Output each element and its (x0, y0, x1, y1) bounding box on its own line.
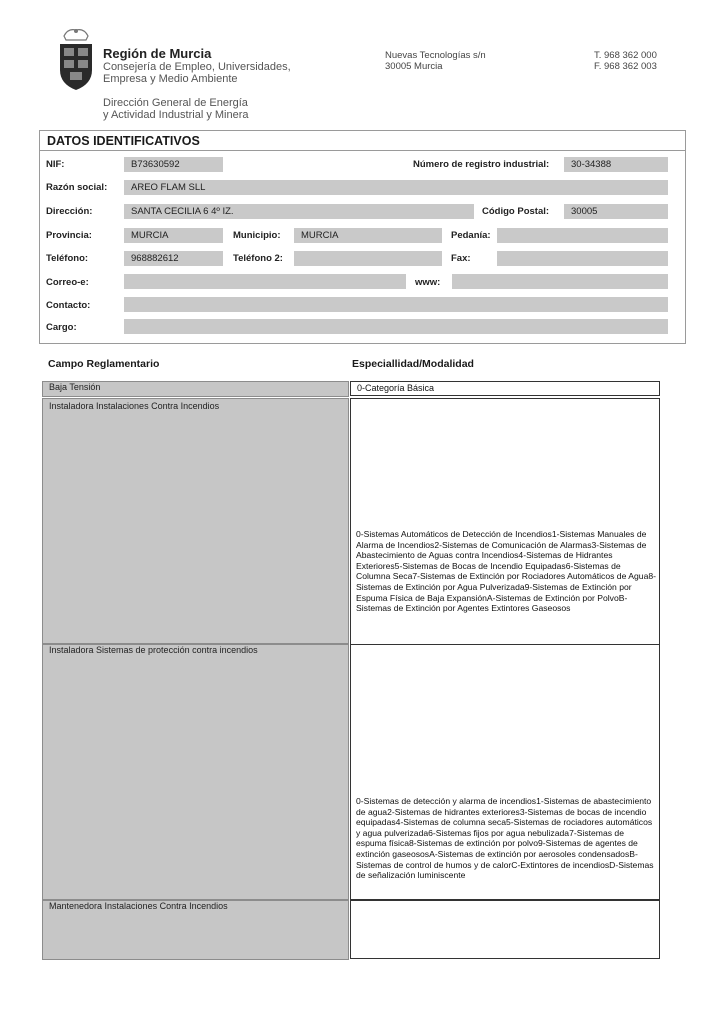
provincia-label: Provincia: (46, 230, 92, 241)
address-line-1: Nuevas Tecnologías s/n (385, 50, 486, 61)
provincia-field[interactable]: MURCIA (124, 228, 223, 243)
registro-label: Número de registro industrial: (413, 159, 550, 170)
nif-label: NIF: (46, 159, 65, 170)
especialidad-cell: 0-Sistemas de detección y alarma de incendios1-Sistemas de abastecimiento de agua2-Sistemas de hidrantes exteriores3-Sistemas de bocas de incendio equipadas4-Sistemas de columna seca5-Sistemas de rociadores automáticos y agua pulverizada6-Sistemas fijos por agua nebulizada7-Sistemas de espuma física8-Sistemas de extinción por polvo9-Sistemas de agentes de extinción gaseososA-Sistemas de extinción por aerosoles condensadosB-Sistemas de control de humos y de calorC-Extintores de incendiosD-Sistemas de señalización luminiscente (356, 796, 654, 881)
table-row-especialidad (350, 900, 660, 959)
datos-title: DATOS IDENTIFICATIVOS (47, 134, 200, 148)
especialidad-column-header: Especiallidad/Modalidad (352, 358, 474, 370)
table-row-campo (42, 644, 349, 900)
direccion-label: Dirección: (46, 206, 93, 217)
campo-cell: Baja Tensión (49, 382, 101, 392)
correo-label: Correo-e: (46, 277, 89, 288)
correo-field[interactable] (124, 274, 406, 289)
telefono-field[interactable]: 968882612 (124, 251, 223, 266)
direccion-field[interactable]: SANTA CECILIA 6 4º IZ. (124, 204, 474, 219)
cp-field[interactable]: 30005 (564, 204, 668, 219)
region-crest-logo (56, 26, 96, 92)
razon-field[interactable]: AREO FLAM SLL (124, 180, 668, 195)
campo-cell: Instaladora Instalaciones Contra Incendios (49, 401, 220, 411)
razon-label: Razón social: (46, 182, 108, 193)
cp-label: Código Postal: (482, 206, 550, 217)
especialidad-cell: 0-Sistemas Automáticos de Detección de Incendios1-Sistemas Manuales de Alarma de Incendios2-Sistemas de Comunicación de Alarmas3-Sistemas de Abastecimiento de Aguas contra Incendios4-Sistemas de Hidrantes Exteriores5-Sistemas de Bocas de Incendio Equipadas6-Sistemas de Columna Seca7-Sistemas de Extinción por Rociadores Automáticos de Agua8-Sistemas de Extinción por Agua Pulverizada9-Sistemas de Extinción por Espuma Física de Baja ExpansiónA-Sistemas de Extinción por PolvoB-Sistemas de Extinción por Agentes Extintores Gaseosos (356, 529, 656, 614)
contacto-label: Contacto: (46, 300, 91, 311)
table-row-campo (42, 398, 349, 644)
municipio-label: Municipio: (233, 230, 281, 241)
pedania-label: Pedanía: (451, 230, 491, 241)
org-name: Región de Murcia (103, 46, 212, 61)
fax-field[interactable] (497, 251, 668, 266)
contacto-field[interactable] (124, 297, 668, 312)
telefono2-field[interactable] (294, 251, 442, 266)
org-line-1: Consejería de Empleo, Universidades, (103, 61, 291, 73)
org-line-2: Empresa y Medio Ambiente (103, 73, 238, 85)
dept-line-2: y Actividad Industrial y Minera (103, 109, 249, 121)
campo-cell: Instaladora Sistemas de protección contra incendios (49, 645, 258, 655)
campo-cell: Mantenedora Instalaciones Contra Incendios (49, 901, 228, 911)
address-block (385, 50, 486, 72)
address-line-2: 30005 Murcia (385, 61, 443, 72)
fax-label: Fax: (451, 253, 471, 264)
contact-block (594, 50, 657, 72)
phone-number: T. 968 362 000 (594, 50, 657, 61)
campo-column-header: Campo Reglamentario (48, 358, 160, 370)
cargo-label: Cargo: (46, 322, 77, 333)
registro-field[interactable]: 30-34388 (564, 157, 668, 172)
dept-line-1: Dirección General de Energía (103, 97, 248, 109)
pedania-field[interactable] (497, 228, 668, 243)
www-label: www: (415, 277, 441, 288)
telefono2-label: Teléfono 2: (233, 253, 283, 264)
cargo-field[interactable] (124, 319, 668, 334)
title-divider (40, 150, 685, 151)
telefono-label: Teléfono: (46, 253, 89, 264)
municipio-field[interactable]: MURCIA (294, 228, 442, 243)
nif-field[interactable]: B73630592 (124, 157, 223, 172)
especialidad-cell: 0-Categoría Básica (357, 383, 435, 393)
fax-number: F. 968 362 003 (594, 61, 657, 72)
www-field[interactable] (452, 274, 668, 289)
